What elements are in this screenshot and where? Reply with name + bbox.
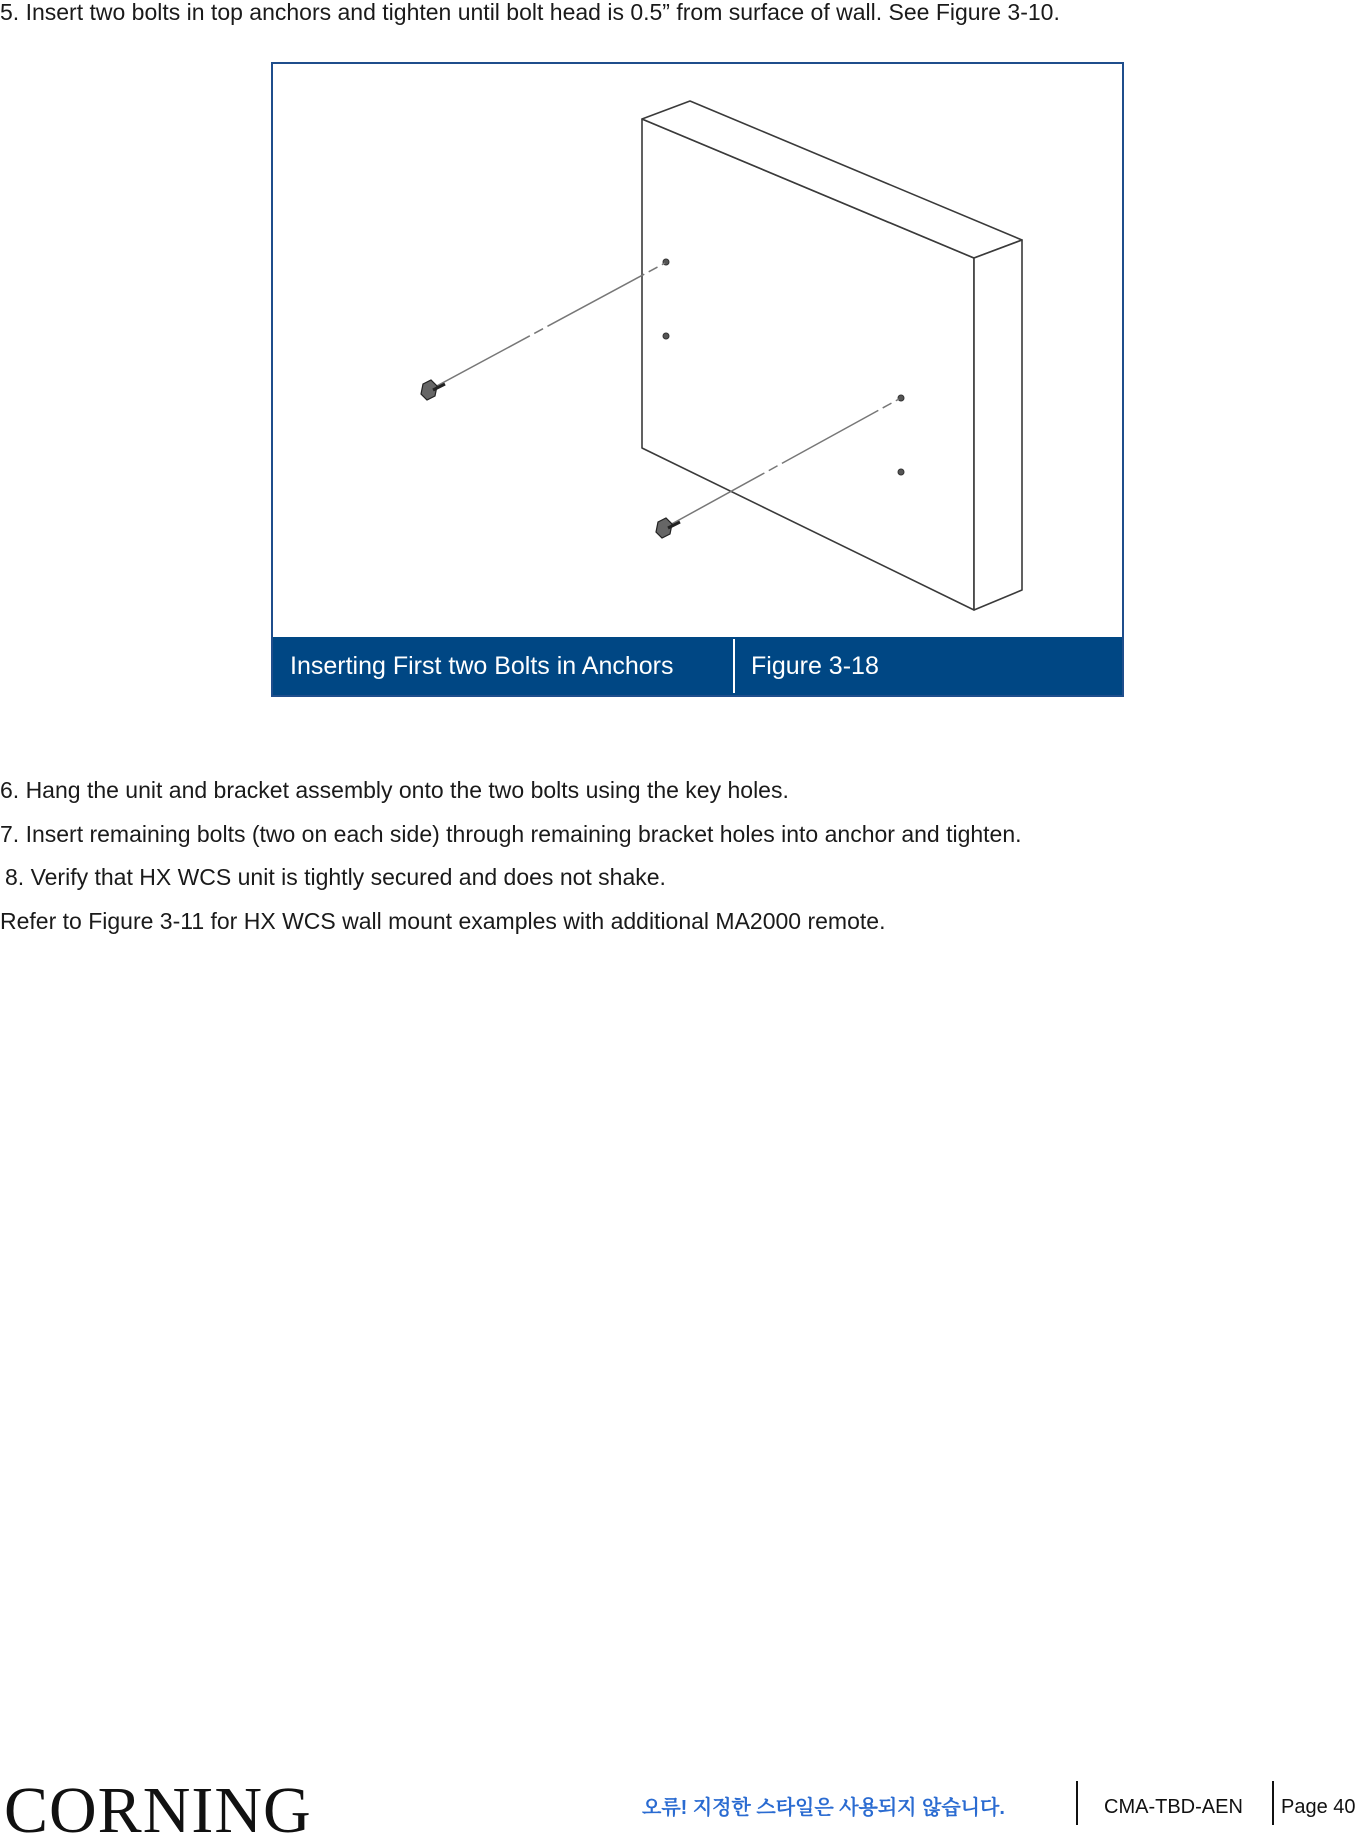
step-6-text: 6. Hang the unit and bracket assembly onto the two bolts using the key holes. bbox=[0, 777, 789, 803]
figure-number: Figure 3-18 bbox=[751, 652, 879, 680]
document-id: CMA-TBD-AEN bbox=[1104, 1796, 1243, 1818]
refer-text: Refer to Figure 3-11 for HX WCS wall mount examples with additional MA2000 remote. bbox=[0, 908, 886, 934]
caption-divider bbox=[733, 639, 735, 693]
anchor-hole-bottom-left bbox=[663, 333, 669, 339]
wall-front-face bbox=[642, 119, 974, 610]
figure-caption-title: Inserting First two Bolts in Anchors bbox=[290, 652, 674, 680]
page-number: Page 40 bbox=[1281, 1796, 1356, 1818]
figure-panel bbox=[271, 62, 1124, 697]
step-5-text: 5. Insert two bolts in top anchors and tighten until bolt head is 0.5” from surface of wall. See Figure 3-10. bbox=[0, 0, 1060, 25]
footer-divider-1 bbox=[1076, 1781, 1078, 1825]
anchor-hole-top-right bbox=[898, 395, 904, 401]
step-8-text: 8. Verify that HX WCS unit is tightly secured and does not shake. bbox=[5, 864, 666, 890]
step-7-text: 7. Insert remaining bolts (two on each side) through remaining bracket holes into anchor and tighten. bbox=[0, 821, 1022, 847]
anchor-hole-bottom-right bbox=[898, 469, 904, 475]
figure-caption-bar bbox=[273, 637, 1122, 695]
wall-side-face bbox=[974, 240, 1022, 610]
bolt-path-upper bbox=[433, 263, 665, 388]
style-error-text: 오류! 지정한 스타일은 사용되지 않습니다. bbox=[642, 1797, 1005, 1819]
wall-bolt-illustration bbox=[273, 64, 1122, 639]
corning-logo: CORNING bbox=[4, 1774, 312, 1847]
footer-divider-2 bbox=[1272, 1781, 1274, 1825]
